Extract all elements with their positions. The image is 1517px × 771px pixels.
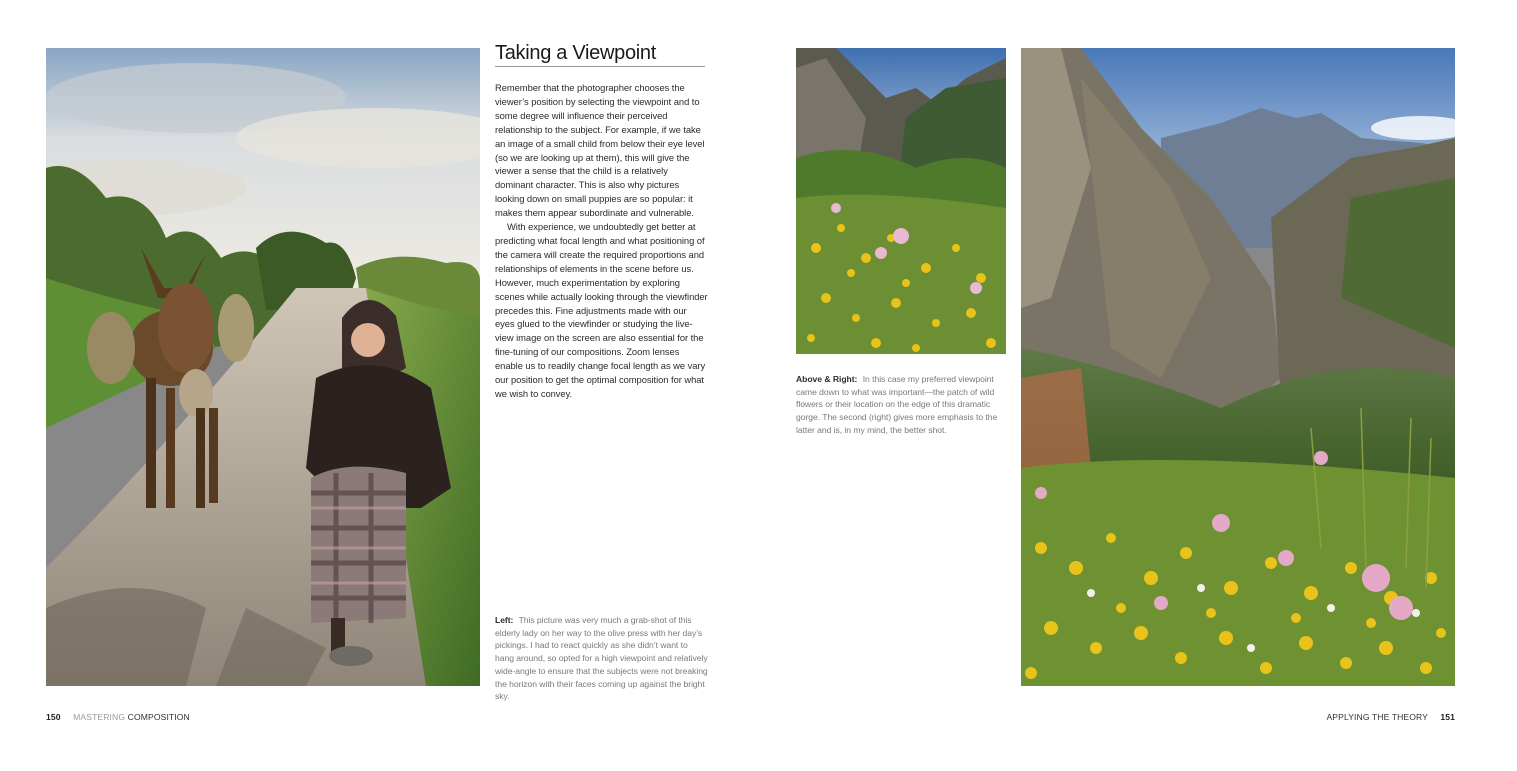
photo-wildflowers-closeup	[796, 48, 1006, 354]
caption-right-photos	[796, 373, 1010, 437]
caption-label: Above & Right:	[796, 374, 858, 384]
body-text	[495, 81, 708, 401]
page-number-left: 150	[46, 712, 61, 722]
section-title: APPLYING THE THEORY	[1326, 712, 1428, 722]
book-title-dark: COMPOSITION	[127, 712, 190, 722]
caption-text: In this case my preferred viewpoint came down to what was important—the patch of wild flowers or their location on the edge of this dramatic gorge. The second (right) gives more emphasis to the latter and is, in my mind, the better shot.	[796, 374, 998, 435]
photo-woman-with-donkey	[46, 48, 480, 686]
caption-left-photo	[495, 614, 708, 703]
page-heading: Taking a Viewpoint	[495, 42, 705, 67]
footer-left	[46, 712, 190, 722]
body-paragraph: With experience, we undoubtedly get better at predicting what focal length and what positioning of the camera will create the required proportions and relationships of elements in the scene before us. However, much experimentation by exploring scenes while actually looking through the viewfinder precedes this. Fine adjustments made with our eyes glued to the viewfinder or studying the live-view image on the screen are also essential for the fine-tuning of our compositions. Zoom lenses enable us to readily change focal length as we vary our position to get the optimal composition for what we wish to convey.	[495, 221, 708, 399]
book-title-light: MASTERING	[73, 712, 126, 722]
caption-label: Left:	[495, 615, 514, 625]
footer-right	[1326, 712, 1455, 722]
page-number-right: 151	[1440, 712, 1455, 722]
photo-gorge-with-wildflowers	[1021, 48, 1455, 686]
caption-text: This picture was very much a grab-shot of this elderly lady on her way to the olive press with her day’s pickings. I had to react quickly as she didn’t want to hang around, so opted for a high viewpoint and relatively wide-angle to ensure that the subjects were not breaking the horizon with their faces coming up against the bright sky.	[495, 615, 708, 702]
body-paragraph: Remember that the photographer chooses the viewer’s position by selecting the viewpoint and to some degree will influence their perceived relationship to the subject. For example, if we take an image of a small child from below their eye level (so we are looking up at them), this will give the viewer a sense that the child is a relatively dominant character. This is also why pictures looking down on small puppies are so popular: it makes them appear subordinate and vulnerable.	[495, 82, 705, 219]
